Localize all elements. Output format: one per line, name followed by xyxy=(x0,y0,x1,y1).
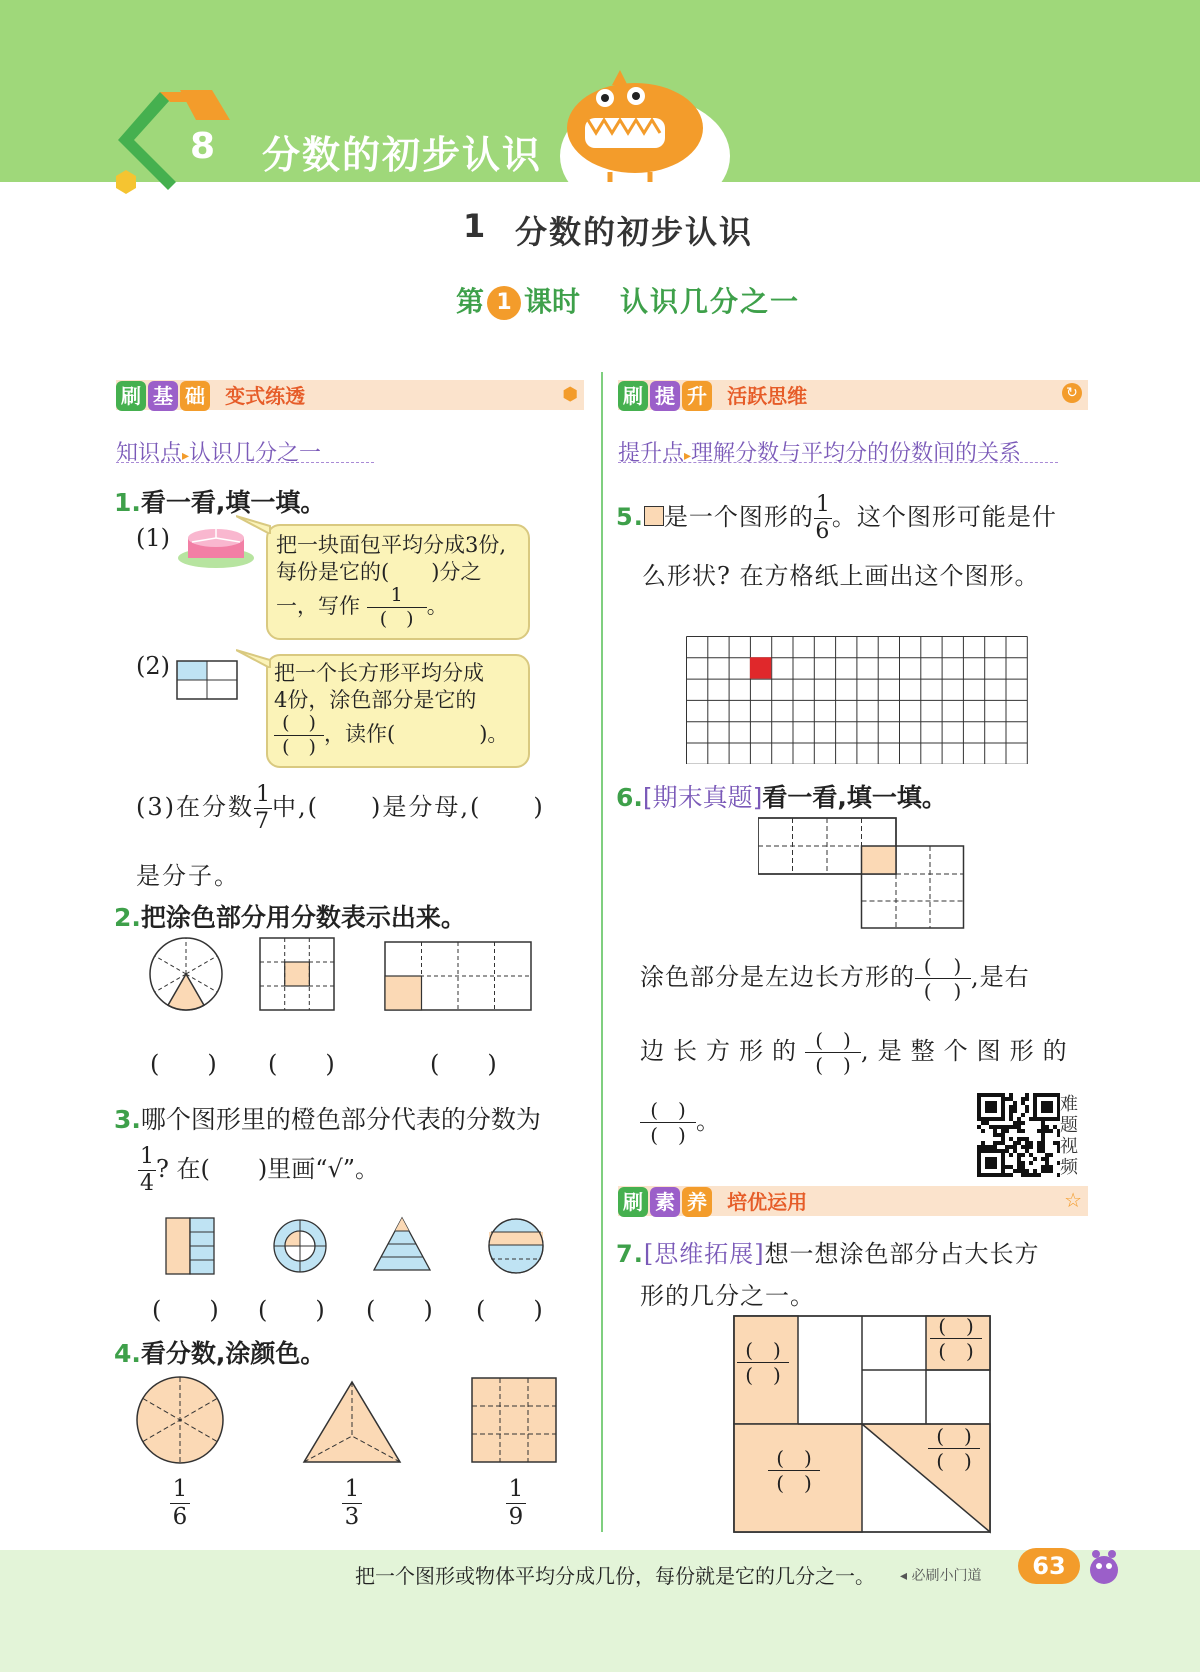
question-number: 4. xyxy=(114,1339,141,1368)
question-5-line-1 xyxy=(616,494,1057,543)
question-4-figures xyxy=(130,1374,570,1474)
fraction-blank-b xyxy=(930,1316,982,1361)
denominator[interactable]: ( ) xyxy=(923,979,963,1003)
numerator[interactable]: ( ) xyxy=(930,1316,982,1339)
part-2-read: ，读作( )。 xyxy=(324,722,509,746)
column-divider xyxy=(601,372,603,1532)
part-3-text-b: 中,( )是分母,( ) xyxy=(272,793,545,821)
denominator[interactable]: ( ) xyxy=(745,1363,781,1387)
question-2-figures xyxy=(140,936,540,1016)
swirl-icon: ↻ xyxy=(1062,383,1082,403)
question-6-line-1 xyxy=(640,956,1030,1001)
banner-subtitle: 培优运用 xyxy=(727,1190,808,1214)
badge-shua: 刷 xyxy=(116,381,146,411)
lesson-prefix: 第 xyxy=(456,285,485,318)
triangle-icon: ▸ xyxy=(684,448,692,464)
question-number: 6. xyxy=(616,783,643,812)
fraction-1-6 xyxy=(814,494,832,543)
denominator[interactable]: ( ) xyxy=(776,1471,812,1495)
chapter-title: 分数的初步认识 xyxy=(262,133,543,177)
question-text: 想一想涂色部分占大长方 xyxy=(764,1240,1040,1268)
lesson-suffix: 课时 xyxy=(524,285,581,318)
question-text: 看分数,涂颜色。 xyxy=(140,1339,326,1368)
part-1-line-3 xyxy=(276,586,506,629)
numerator[interactable]: ( ) xyxy=(274,714,324,736)
answer-blank[interactable]: ( ) xyxy=(258,1296,325,1324)
part-3-line-2: 是分子。 xyxy=(136,862,240,890)
lesson-label xyxy=(456,280,580,320)
badge-yang: 养 xyxy=(682,1187,712,1217)
answer-blank[interactable]: ( ) xyxy=(430,1050,497,1078)
knowledge-text: 认识几分之一 xyxy=(189,441,322,466)
fraction-blank xyxy=(805,1030,861,1075)
section-banner-advance xyxy=(618,380,1088,410)
question-number: 2. xyxy=(114,903,141,932)
banner-subtitle: 变式练透 xyxy=(225,384,306,408)
denominator[interactable]: ( ) xyxy=(938,1339,974,1363)
rectangle-quarter-figure xyxy=(176,660,240,702)
numerator: 1 xyxy=(256,782,272,807)
knowledge-label: 提升点 xyxy=(618,441,685,466)
denominator: 6 xyxy=(815,519,831,544)
badge-shua: 刷 xyxy=(618,1187,648,1217)
part-2-label: (2) xyxy=(136,652,170,680)
numerator: 1 xyxy=(170,1478,190,1504)
part-1-write: 一，写作 xyxy=(276,594,360,618)
question-6-line-2 xyxy=(640,1030,1076,1075)
overlapping-rectangles-figure xyxy=(758,816,968,930)
numerator: 1 xyxy=(506,1478,526,1504)
question-3-figures xyxy=(150,1214,570,1284)
numerator[interactable]: ( ) xyxy=(805,1030,861,1053)
badge-chu: 础 xyxy=(180,381,210,411)
fraction-1-3 xyxy=(342,1478,362,1529)
fraction-blank xyxy=(640,1100,696,1145)
denominator[interactable]: ( ) xyxy=(282,736,316,758)
footer-road: ◂ 必刷小门道 xyxy=(900,1568,982,1584)
numerator[interactable]: ( ) xyxy=(640,1100,696,1123)
fraction-blank xyxy=(915,956,971,1001)
part-1-line-2: 每份是它的( )分之 xyxy=(276,560,482,584)
denominator[interactable]: ( ) xyxy=(650,1123,686,1147)
section-banner-literacy xyxy=(618,1186,1088,1216)
question-number: 5. xyxy=(616,503,644,531)
knowledge-label: 知识点 xyxy=(116,441,183,466)
numerator: 1 xyxy=(342,1478,362,1504)
denominator: 7 xyxy=(255,809,271,834)
denominator[interactable]: ( ) xyxy=(936,1449,972,1473)
denominator[interactable]: ( ) xyxy=(379,608,414,630)
question-text: 涂色部分是左边长方形的 xyxy=(640,963,915,991)
question-text: 是一个图形的 xyxy=(663,503,814,531)
fraction-blank xyxy=(367,586,427,629)
denominator: 4 xyxy=(140,1171,154,1196)
chapter-number: 8 xyxy=(190,126,216,167)
denominator: 3 xyxy=(344,1504,360,1530)
footer-tip: 把一个图形或物体平均分成几份，每份就是它的几分之一。 xyxy=(355,1564,875,1588)
page-number: 63 xyxy=(1018,1548,1080,1584)
numerator: 1 xyxy=(140,1144,154,1169)
grid-paper[interactable] xyxy=(686,636,1038,764)
question-3-title xyxy=(114,1100,541,1136)
numerator: 1 xyxy=(367,586,427,608)
question-6-line-3 xyxy=(640,1100,720,1145)
numerator: 1 xyxy=(815,492,831,517)
star-icon: ☆ xyxy=(1064,1188,1082,1212)
knowledge-underline xyxy=(116,462,374,463)
denominator[interactable]: ( ) xyxy=(815,1053,851,1077)
qr-code-icon[interactable] xyxy=(976,1092,1060,1178)
fraction-1-6 xyxy=(170,1478,190,1529)
qr-label: 难题视频 xyxy=(1060,1094,1078,1178)
part-2-line-2: 4份，涂色部分是它的 xyxy=(274,688,477,712)
badge-ti: 提 xyxy=(650,381,680,411)
question-text: 看一看,填一填。 xyxy=(762,783,947,812)
question-text: 把涂色部分用分数表示出来。 xyxy=(140,903,466,932)
lesson-title: 认识几分之一 xyxy=(620,285,801,318)
denominator: 9 xyxy=(508,1504,524,1530)
question-7-line-2: 形的几分之一。 xyxy=(640,1282,815,1310)
badge-ji: 基 xyxy=(148,381,178,411)
bubble-tail-1 xyxy=(236,514,272,534)
knowledge-underline xyxy=(618,462,1058,463)
fraction-blank xyxy=(274,714,324,757)
numerator[interactable]: ( ) xyxy=(768,1448,820,1471)
question-3-line-2 xyxy=(138,1146,379,1195)
period: 。 xyxy=(426,594,448,618)
answer-blank[interactable]: ( ) xyxy=(366,1296,433,1324)
question-tag: [期末真题] xyxy=(642,783,763,812)
question-number: 7. xyxy=(616,1240,644,1268)
knowledge-text: 理解分数与平均分的份数间的关系 xyxy=(691,441,1022,466)
badge-su: 素 xyxy=(650,1187,680,1217)
part-1-line-1: 把一块面包平均分成3份, xyxy=(276,533,507,557)
small-square-icon xyxy=(644,506,664,526)
question-3-instruction: ? 在( )里画“√”。 xyxy=(156,1155,380,1183)
fraction-blank-c xyxy=(768,1448,820,1493)
question-text: 。这个图形可能是什 xyxy=(831,503,1057,531)
question-4-title xyxy=(114,1334,325,1370)
question-text: 哪个图形里的橙色部分代表的分数为 xyxy=(140,1105,541,1134)
badge-shua: 刷 xyxy=(618,381,648,411)
answer-blank[interactable]: ( ) xyxy=(152,1296,219,1324)
denominator: 6 xyxy=(172,1504,188,1530)
question-5-line-2: 么形状? 在方格纸上画出这个图形。 xyxy=(642,562,1040,590)
badge-sheng: 升 xyxy=(682,381,712,411)
section-number: 1 xyxy=(463,207,486,245)
question-6-title xyxy=(616,778,947,814)
numerator[interactable]: ( ) xyxy=(737,1340,789,1363)
question-number: 1. xyxy=(114,488,141,517)
question-number: 3. xyxy=(114,1105,141,1134)
section-banner-basic xyxy=(116,380,584,410)
question-1-title xyxy=(114,483,325,519)
question-text: ,是右 xyxy=(971,963,1030,991)
part-2-text xyxy=(274,660,508,757)
part-1-text xyxy=(276,532,506,629)
part-3-text-a: (3)在分数 xyxy=(136,793,254,821)
part-3-line-1 xyxy=(136,784,545,833)
question-text: 边长方形的 xyxy=(640,1037,805,1065)
answer-blank[interactable]: ( ) xyxy=(268,1050,335,1078)
part-2-line-1: 把一个长方形平均分成 xyxy=(274,661,484,685)
question-7-line-1 xyxy=(616,1234,1040,1269)
fraction-1-9 xyxy=(506,1478,526,1529)
numerator[interactable]: ( ) xyxy=(915,956,971,979)
fraction-blank-a xyxy=(737,1340,789,1385)
bubble-tail-2 xyxy=(236,648,272,668)
question-2-title xyxy=(114,898,466,934)
mascot-icon xyxy=(1084,1548,1124,1588)
question-text: 看一看,填一填。 xyxy=(140,488,326,517)
question-text: ,是整个图形的 xyxy=(861,1037,1076,1065)
cube-icon: ⬢ xyxy=(562,384,578,405)
answer-blank[interactable]: ( ) xyxy=(476,1296,543,1324)
part-1-label: (1) xyxy=(136,524,170,552)
section-title: 分数的初步认识 xyxy=(515,213,754,251)
fraction-1-7 xyxy=(254,784,272,833)
triangle-icon: ▸ xyxy=(182,448,190,464)
numerator[interactable]: ( ) xyxy=(928,1426,980,1449)
answer-blank[interactable]: ( ) xyxy=(150,1050,217,1078)
fraction-1-4 xyxy=(138,1146,156,1195)
part-2-line-3 xyxy=(274,714,508,757)
lesson-number: 1 xyxy=(487,286,521,320)
question-tag: [思维拓展] xyxy=(643,1240,765,1268)
fraction-blank-d xyxy=(928,1426,980,1471)
header-decoration xyxy=(0,0,1200,200)
period: 。 xyxy=(696,1107,720,1135)
banner-subtitle: 活跃思维 xyxy=(727,384,808,408)
